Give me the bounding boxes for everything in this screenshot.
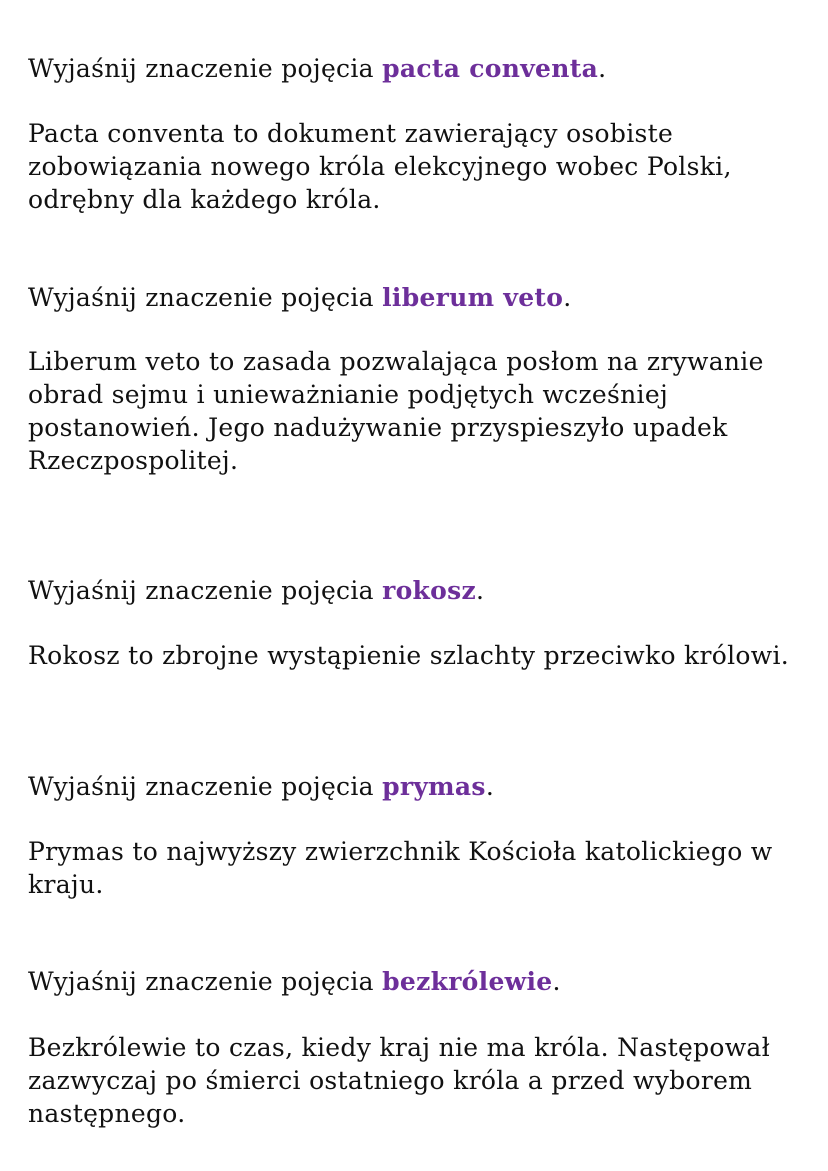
term-bezkrolewie: bezkrólewie — [382, 967, 553, 996]
term-rokosz: rokosz — [382, 576, 477, 605]
answer-1: Pacta conventa to dokument zawierający osobiste zobowiązania nowego króla elekcyjnego wobec Polski, odrębny dla każdego króla. — [28, 119, 732, 214]
term-prymas: prymas — [382, 772, 486, 801]
question-prefix: Wyjaśnij znaczenie pojęcia — [28, 283, 383, 312]
answer-5: Bezkrólewie to czas, kiedy kraj nie ma króla. Następował zazwyczaj po śmierci ostatniego króla a przed wyborem następnego. — [28, 1033, 771, 1128]
question-suffix: . — [563, 283, 572, 312]
question-prefix: Wyjaśnij znaczenie pojęcia — [28, 54, 383, 83]
question-1 — [28, 52, 818, 85]
answer-4: Prymas to najwyższy zwierzchnik Kościoła katolickiego w kraju. — [28, 837, 773, 899]
term-liberum-veto: liberum veto — [382, 283, 564, 312]
question-3 — [28, 574, 818, 607]
question-prefix: Wyjaśnij znaczenie pojęcia — [28, 772, 383, 801]
question-5 — [28, 965, 818, 998]
question-suffix: . — [598, 54, 607, 83]
question-suffix: . — [552, 967, 561, 996]
question-prefix: Wyjaśnij znaczenie pojęcia — [28, 576, 383, 605]
question-suffix: . — [485, 772, 495, 801]
answer-3: Rokosz to zbrojne wystąpienie szlachty przeciwko królowi. — [28, 641, 789, 670]
question-prefix: Wyjaśnij znaczenie pojęcia — [28, 967, 383, 996]
term-pacta-conventa: pacta conventa — [382, 54, 599, 83]
question-suffix: . — [476, 576, 485, 605]
question-4 — [28, 770, 818, 803]
answer-2: Liberum veto to zasada pozwalająca posłom na zrywanie obrad sejmu i unieważnianie podjętych wcześniej postanowień. Jego nadużywanie przyspieszyło upadek Rzeczpospolitej. — [28, 347, 764, 475]
question-2 — [28, 281, 818, 314]
